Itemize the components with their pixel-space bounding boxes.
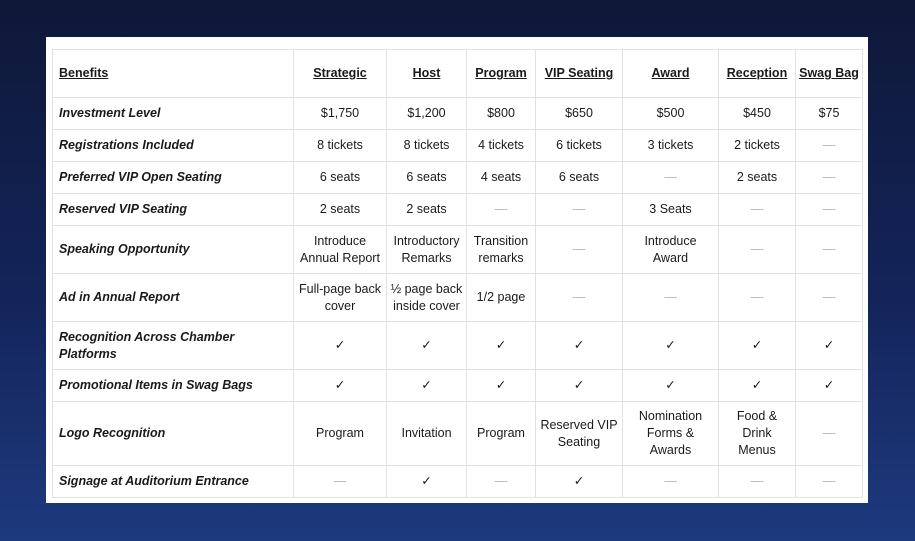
table-cell: — <box>719 226 796 274</box>
table-cell: Introductory Remarks <box>387 226 467 274</box>
table-row-promotional-items-in-swag-bags <box>53 370 863 402</box>
table-cell: Food & Drink Menus <box>719 402 796 466</box>
table-cell: ✓ <box>719 322 796 370</box>
sponsorship-benefits-table <box>52 49 863 498</box>
header-swag-bag: Swag Bag <box>796 50 863 98</box>
table-row-registrations-included <box>53 130 863 162</box>
table-cell: Introduce Award <box>623 226 719 274</box>
row-label: Promotional Items in Swag Bags <box>53 370 294 402</box>
table-row-investment-level <box>53 98 863 130</box>
table-cell: — <box>796 130 863 162</box>
table-cell: $1,750 <box>294 98 387 130</box>
table-row-recognition-across-chamber-platforms <box>53 322 863 370</box>
table-cell: ✓ <box>467 370 536 402</box>
table-cell: ✓ <box>536 370 623 402</box>
table-row-ad-in-annual-report <box>53 274 863 322</box>
table-cell: 4 seats <box>467 162 536 194</box>
table-cell: 2 seats <box>719 162 796 194</box>
table-cell: — <box>719 274 796 322</box>
table-cell: — <box>623 466 719 498</box>
table-cell: ✓ <box>536 466 623 498</box>
table-cell: ✓ <box>294 322 387 370</box>
table-cell: ✓ <box>796 322 863 370</box>
table-cell: — <box>796 194 863 226</box>
row-label: Investment Level <box>53 98 294 130</box>
table-row-signage-at-auditorium-entrance <box>53 466 863 498</box>
row-label: Ad in Annual Report <box>53 274 294 322</box>
header-reception: Reception <box>719 50 796 98</box>
table-cell: Invitation <box>387 402 467 466</box>
table-cell: ✓ <box>536 322 623 370</box>
table-cell: 6 tickets <box>536 130 623 162</box>
table-cell: Full-page back cover <box>294 274 387 322</box>
table-cell: ✓ <box>623 370 719 402</box>
table-cell: — <box>294 466 387 498</box>
table-cell: — <box>536 226 623 274</box>
table-cell: ✓ <box>387 466 467 498</box>
table-cell: $75 <box>796 98 863 130</box>
table-cell: — <box>796 402 863 466</box>
table-cell: ✓ <box>623 322 719 370</box>
header-program: Program <box>467 50 536 98</box>
table-cell: ✓ <box>796 370 863 402</box>
table-row-logo-recognition <box>53 402 863 466</box>
table-cell: ½ page back inside cover <box>387 274 467 322</box>
table-cell: — <box>536 194 623 226</box>
header-host: Host <box>387 50 467 98</box>
table-cell: Program <box>467 402 536 466</box>
row-label: Speaking Opportunity <box>53 226 294 274</box>
table-cell: ✓ <box>467 322 536 370</box>
row-label: Logo Recognition <box>53 402 294 466</box>
table-cell: — <box>796 162 863 194</box>
table-cell: Nomination Forms & Awards <box>623 402 719 466</box>
table-cell: 6 seats <box>536 162 623 194</box>
header-row <box>53 50 863 98</box>
table-cell: 1/2 page <box>467 274 536 322</box>
row-label: Signage at Auditorium Entrance <box>53 466 294 498</box>
table-cell: ✓ <box>387 322 467 370</box>
table-cell: — <box>719 466 796 498</box>
table-row-speaking-opportunity <box>53 226 863 274</box>
table-cell: — <box>796 226 863 274</box>
table-cell: — <box>719 194 796 226</box>
table-cell: $500 <box>623 98 719 130</box>
row-label: Reserved VIP Seating <box>53 194 294 226</box>
table-cell: ✓ <box>387 370 467 402</box>
table-cell: Introduce Annual Report <box>294 226 387 274</box>
table-cell: — <box>623 274 719 322</box>
header-vip-seating: VIP Seating <box>536 50 623 98</box>
row-label: Registrations Included <box>53 130 294 162</box>
benefits-card <box>46 37 868 503</box>
table-cell: $1,200 <box>387 98 467 130</box>
table-cell: — <box>467 466 536 498</box>
table-cell: 4 tickets <box>467 130 536 162</box>
table-cell: Reserved VIP Seating <box>536 402 623 466</box>
table-cell: 8 tickets <box>387 130 467 162</box>
table-row-preferred-vip-open-seating <box>53 162 863 194</box>
table-cell: $650 <box>536 98 623 130</box>
table-cell: 6 seats <box>294 162 387 194</box>
table-cell: Transition remarks <box>467 226 536 274</box>
table-cell: $450 <box>719 98 796 130</box>
table-cell: ✓ <box>719 370 796 402</box>
table-cell: — <box>536 274 623 322</box>
row-label: Preferred VIP Open Seating <box>53 162 294 194</box>
table-cell: $800 <box>467 98 536 130</box>
table-cell: 2 seats <box>294 194 387 226</box>
table-cell: — <box>467 194 536 226</box>
table-cell: — <box>623 162 719 194</box>
header-award: Award <box>623 50 719 98</box>
table-cell: 2 seats <box>387 194 467 226</box>
table-cell: Program <box>294 402 387 466</box>
row-label: Recognition Across Chamber Platforms <box>53 322 294 370</box>
table-cell: 3 Seats <box>623 194 719 226</box>
table-cell: 2 tickets <box>719 130 796 162</box>
table-cell: — <box>796 274 863 322</box>
header-benefits: Benefits <box>53 50 294 98</box>
table-cell: 6 seats <box>387 162 467 194</box>
table-cell: 8 tickets <box>294 130 387 162</box>
header-strategic: Strategic <box>294 50 387 98</box>
table-cell: 3 tickets <box>623 130 719 162</box>
table-row-reserved-vip-seating <box>53 194 863 226</box>
table-cell: ✓ <box>294 370 387 402</box>
table-cell: — <box>796 466 863 498</box>
